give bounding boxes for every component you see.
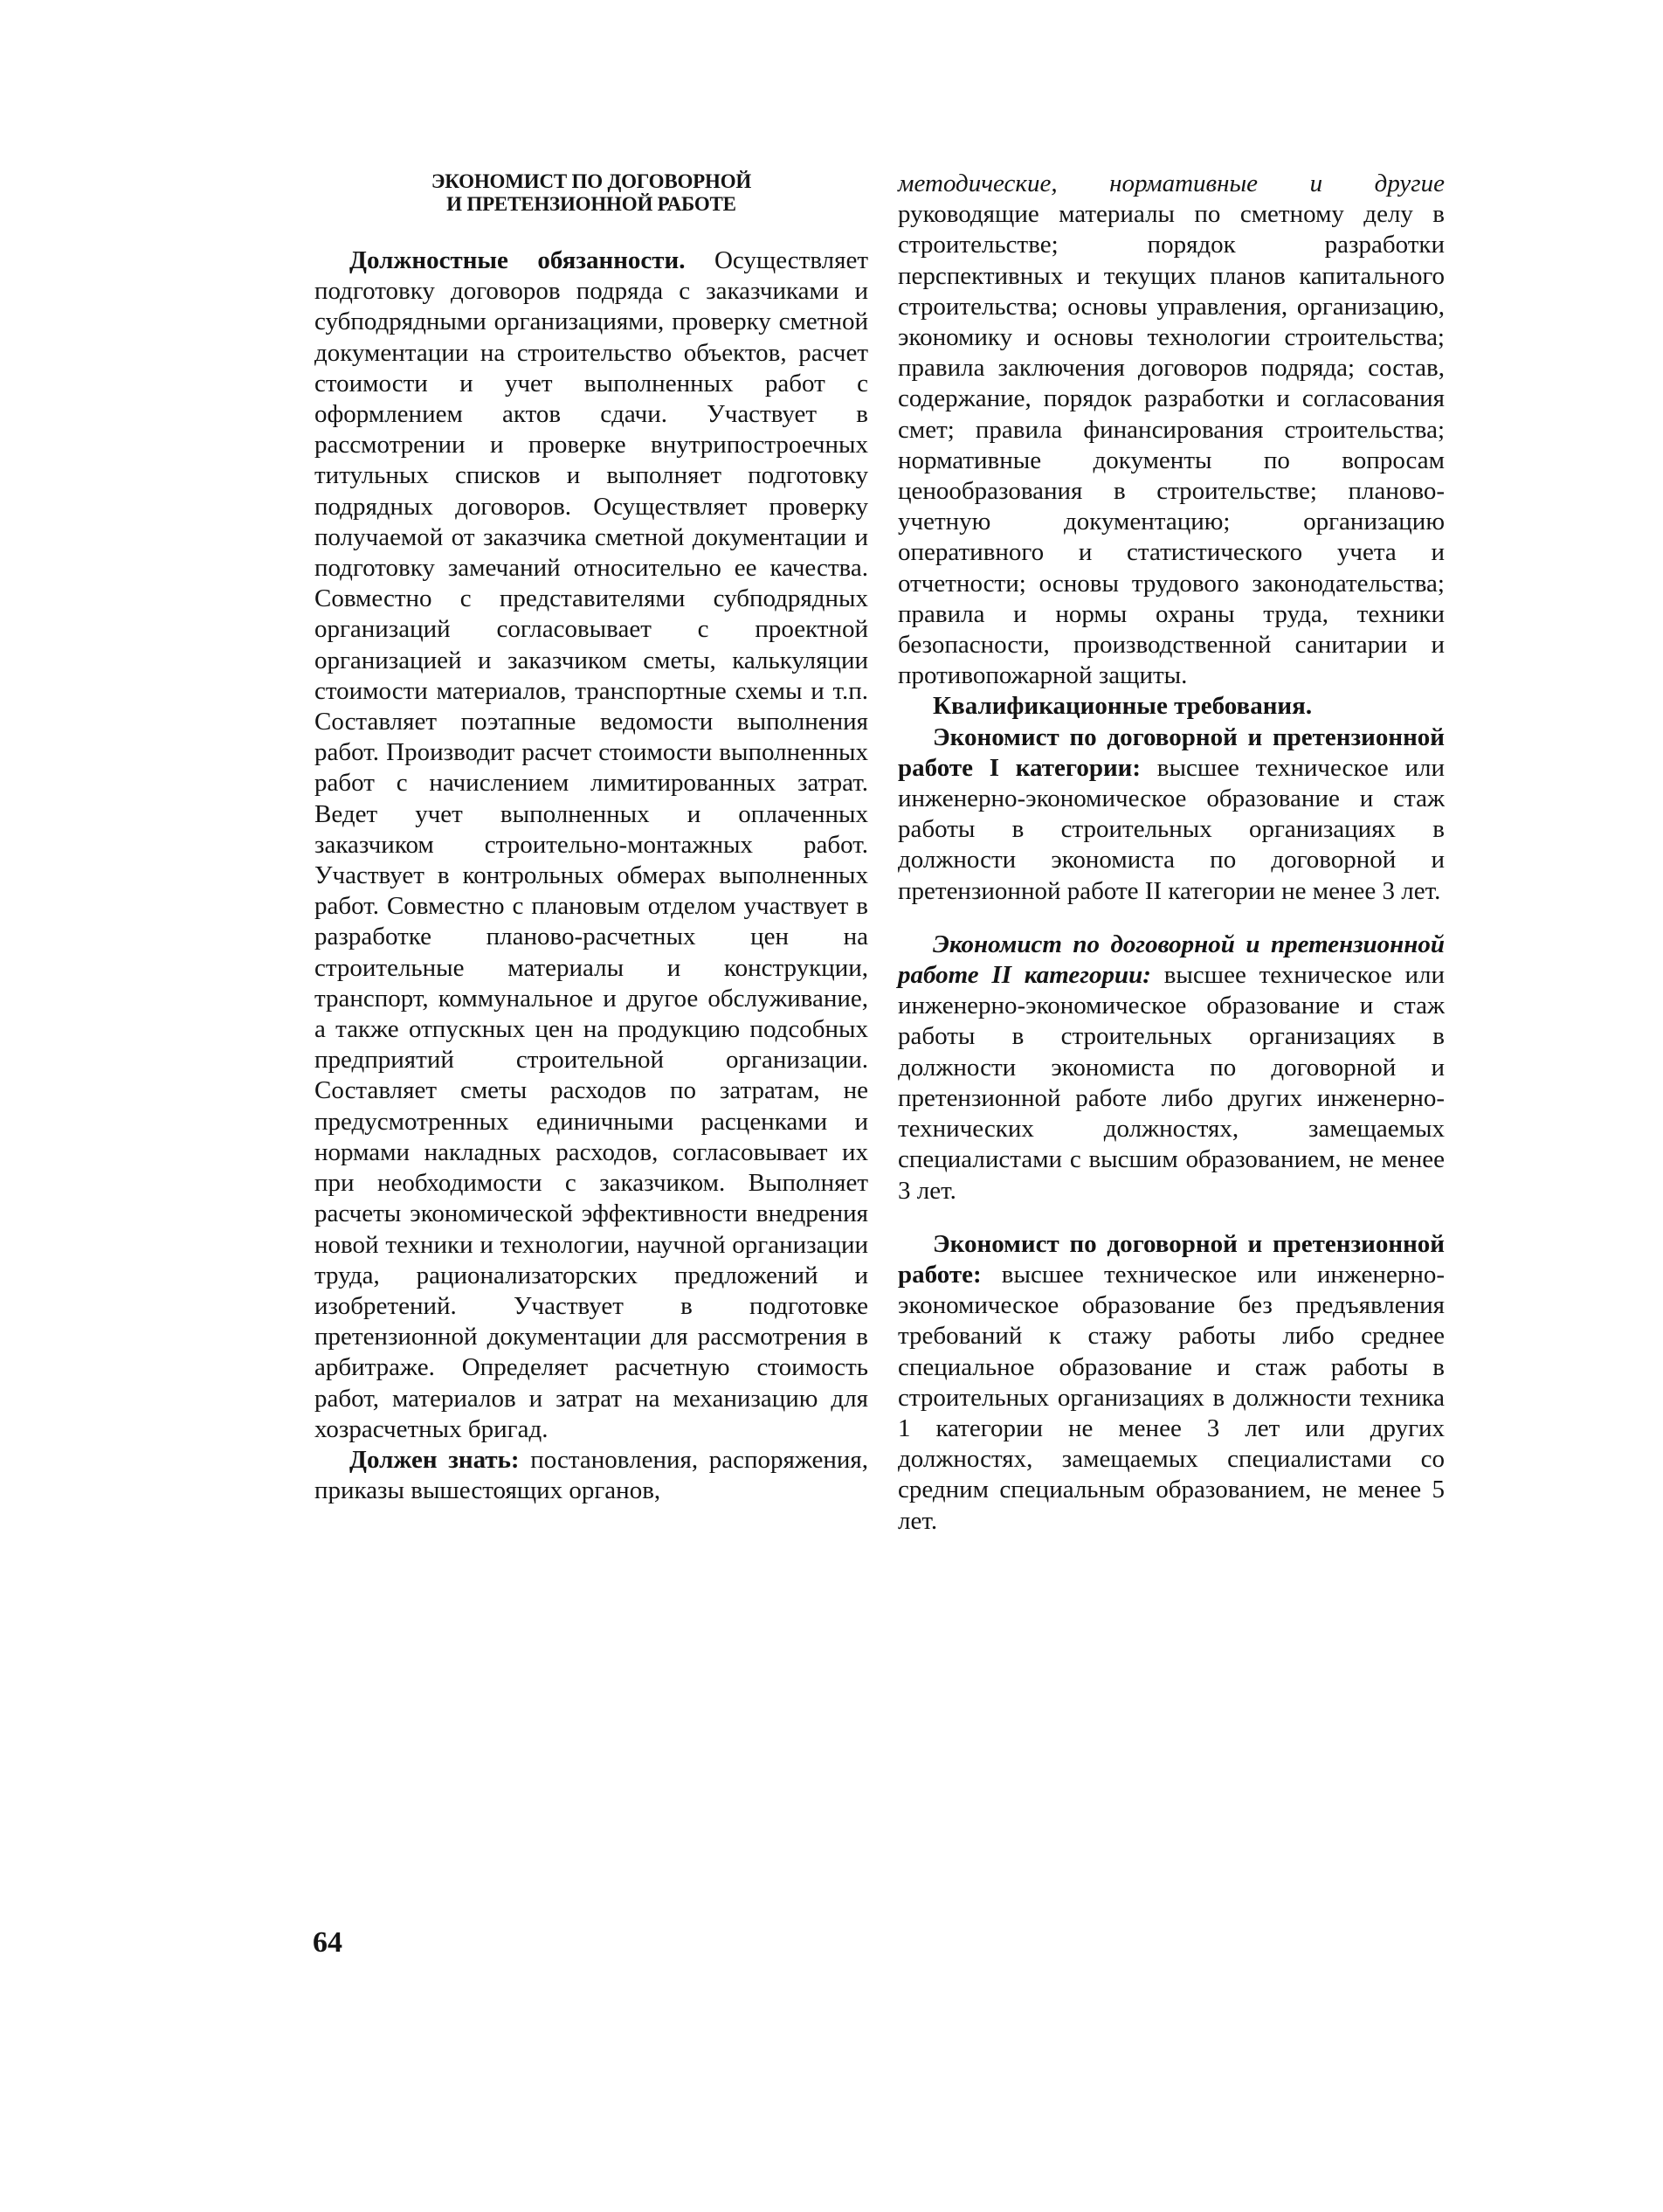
must-know-text-part1: постановления, распоряжения, приказы вышестоящих органов, [314, 1445, 869, 1505]
qualification-title-paragraph [898, 691, 1445, 722]
must-know-paragraph [314, 1445, 868, 1506]
page-title [314, 170, 868, 216]
category1-label: Экономист по договорной и претензионной работе I категории: [898, 722, 1445, 782]
duties-text: Осуществляет подготовку договоров подряда с заказчиками и субподрядными организациями, проверку сметной документации на строительство объектов, расчет стоимости и учет выполненных работ с оформлением актов сдачи. Участвует в рассмотрении и проверке внутрипостроечных титульных списков и выполняет подготовку подрядных договоров. Осуществляет проверку получаемой от заказчика сметной документации и подготовку замечаний относительно ее качества. Совместно с представителями субподрядных организаций согласовывает с проектной организацией и заказчиком сметы, калькуляции стоимости материалов, транспортные схемы и т.п. Составляет поэтапные ведомости выполнения работ. Производит расчет стоимости выполненных работ с начислением лимитированных затрат. Ведет учет выполненных и оплаченных заказчиком строительно-монтажных работ. Участвует в контрольных обмерах выполненных работ. Совместно с плановым отделом участвует в разработке планово-расчетных цен на строительные материалы и конструкции, транспорт, коммунальное и другое обслуживание, а также отпускных цен на продукцию подсобных предприятий строительной организации. Составляет сметы расходов по затратам, не предусмотренных единичными расценками и нормами накладных расходов, согласовывает их при необходимости с заказчиком. Выполняет расчеты экономической эффективности внедрения новой техники и технологии, научной организации труда, рационализаторских предложений и изобретений. Участвует в подготовке претензионной документации для рассмотрения в арбитраже. Определяет расчетную стоимость работ, материалов и затрат на механизацию для хозрасчетных бригад. [314, 246, 869, 1443]
right-column [898, 169, 1445, 1537]
left-column [314, 170, 868, 1506]
must-know-italic-text: методические, нормативные и другие [898, 169, 1445, 197]
duties-label: Должностные обязанности. [349, 246, 686, 274]
base-category-paragraph [898, 1229, 1445, 1537]
title-line-2: И ПРЕТЕНЗИОННОЙ РАБОТЕ [446, 193, 736, 215]
must-know-continuation [898, 169, 1445, 691]
title-line-1: ЭКОНОМИСТ ПО ДОГОВОРНОЙ [431, 170, 752, 192]
must-know-label: Должен знать: [349, 1445, 520, 1474]
category2-text: высшее техническое или инженерно-экономическое образование и стаж работы в строительных организациях в должности экономиста по договорной и претензионной работе либо других инженерно-технических должностях, замещаемых специалистами с высшим образованием, не менее 3 лет. [898, 961, 1445, 1205]
must-know-text-part2: руководящие материалы по сметному делу в строительстве; порядок разработки перспективных и текущих планов капитального строительства; основы управления, организацию, экономику и основы технологии строительства; правила заключения договоров подряда; состав, содержание, порядок разработки и согласования смет; правила финансирования строительства; нормативные документы по вопросам ценообразования в строительстве; планово-учетную документацию; организацию оперативного и статистического учета и отчетности; основы трудового законодательства; правила и нормы охраны труда, техники безопасности, производственной санитарии и противопожарной защиты. [898, 200, 1445, 690]
duties-paragraph [314, 245, 868, 1445]
category1-text: высшее техническое или инженерно-экономическое образование и стаж работы в строительных организациях в должности экономиста по договорной и претензионной работе II категории не менее 3 лет. [898, 753, 1446, 905]
category2-paragraph [898, 930, 1445, 1206]
page-number: 64 [313, 1926, 342, 1959]
base-category-text: высшее техническое или инженерно-экономическое образование без предъявления требований к стажу работы либо среднее специальное образование и стаж работы в строительных организациях в должности техника 1 категории не менее 3 лет или других должностях, замещаемых специалистами со средним специальным образованием, не менее 5 лет. [898, 1260, 1445, 1535]
category1-paragraph [898, 722, 1445, 907]
category2-label: Экономист по договорной и претензионной работе II категории: [898, 930, 1445, 990]
qualification-title: Квалификационные требования. [933, 692, 1313, 721]
base-category-label: Экономист по договорной и претензионной работе: [898, 1229, 1445, 1289]
